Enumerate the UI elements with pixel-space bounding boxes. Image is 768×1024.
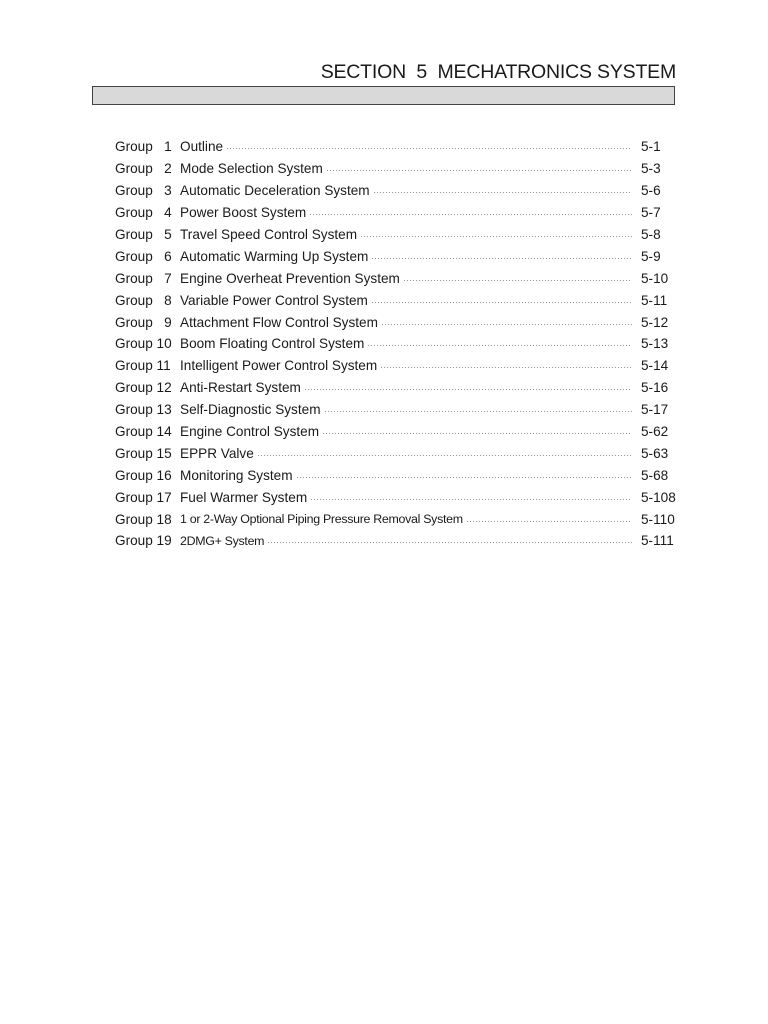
dot-leader [304, 389, 632, 390]
toc-entry[interactable] [115, 245, 677, 267]
page-number: 5-8 [641, 227, 661, 242]
entry-title: 1 or 2-Way Optional Piping Pressure Removal System [180, 512, 463, 527]
toc-entry[interactable] [115, 311, 677, 333]
page-number: 5-110 [641, 511, 675, 527]
page-number: 5-1 [641, 139, 661, 155]
toc-entry[interactable] [115, 180, 677, 202]
dot-leader [360, 236, 632, 237]
dot-leader [381, 324, 632, 325]
dot-leader [257, 455, 632, 456]
page-number: 5-13 [641, 336, 669, 352]
group-label: Group 4 [115, 205, 172, 221]
entry-title: Attachment Flow Control System [180, 314, 378, 330]
group-label: Group 14 [115, 424, 172, 440]
toc-entry[interactable] [115, 486, 677, 508]
toc-entry[interactable] [115, 202, 677, 224]
page-number: 5-14 [641, 358, 669, 374]
entry-title: Automatic Deceleration System [180, 183, 370, 199]
page-number: 5-9 [641, 248, 661, 264]
entry-title: EPPR Valve [180, 445, 254, 461]
toc-entry[interactable] [115, 421, 677, 443]
dot-leader [322, 433, 632, 434]
page-number: 5-6 [641, 183, 661, 199]
group-label: Group 11 [115, 358, 171, 374]
dot-leader [226, 148, 632, 149]
entry-title: Intelligent Power Control System [180, 358, 378, 374]
page-number: 5-11 [641, 292, 668, 308]
toc-entry[interactable] [115, 267, 677, 289]
toc-entry[interactable] [115, 158, 677, 180]
entry-title: Engine Overheat Prevention System [180, 270, 400, 286]
dot-leader [267, 542, 632, 543]
toc-entry[interactable] [115, 464, 677, 486]
dot-leader [371, 302, 632, 303]
page-number: 5-17 [641, 402, 669, 418]
page-number: 5-111 [641, 533, 674, 549]
entry-title: Monitoring System [180, 467, 293, 483]
page-number: 5-3 [641, 161, 661, 177]
group-label: Group 8 [115, 292, 172, 308]
group-label: Group 6 [115, 248, 172, 264]
toc-entry[interactable] [115, 136, 677, 158]
toc-entry[interactable] [115, 442, 677, 464]
entry-title: Variable Power Control System [180, 292, 368, 308]
entry-title: Mode Selection System [180, 161, 323, 177]
group-label: Group 12 [115, 380, 172, 396]
entry-title: Power Boost System [180, 205, 307, 221]
entry-title: Self-Diagnostic System [180, 402, 321, 418]
dot-leader [466, 521, 632, 522]
entry-title: Engine Control System [180, 424, 320, 440]
dot-leader [309, 214, 632, 215]
entry-title: Automatic Warming Up System [180, 248, 369, 264]
group-label: Group 13 [115, 402, 172, 418]
page-number: 5-63 [641, 445, 669, 461]
group-label: Group 5 [115, 227, 172, 242]
dot-leader [403, 280, 632, 281]
toc-entry[interactable] [115, 289, 677, 311]
dot-leader [296, 477, 632, 478]
group-label: Group 7 [115, 270, 172, 286]
group-label: Group 2 [115, 161, 172, 177]
group-label: Group 9 [115, 314, 172, 330]
entry-title: Outline [180, 139, 224, 155]
dot-leader [324, 411, 632, 412]
dot-leader [326, 170, 632, 171]
entry-title: Travel Speed Control System [180, 227, 358, 242]
group-label: Group 15 [115, 445, 172, 461]
page-number: 5-10 [641, 270, 669, 286]
group-label: Group 19 [115, 533, 172, 549]
dot-leader [373, 192, 632, 193]
entry-title: Fuel Warmer System [180, 489, 308, 505]
toc-entry[interactable] [115, 530, 677, 552]
entry-title: Anti-Restart System [180, 380, 301, 396]
toc-entry[interactable] [115, 377, 677, 399]
toc-entry[interactable] [115, 224, 677, 246]
group-label: Group 16 [115, 467, 172, 483]
group-label: Group 10 [115, 336, 172, 352]
title-bar [92, 86, 675, 105]
page-number: 5-12 [641, 314, 669, 330]
dot-leader [367, 345, 632, 346]
toc-entry[interactable] [115, 333, 677, 355]
toc-entry[interactable] [115, 355, 677, 377]
group-label: Group 17 [115, 489, 172, 505]
dot-leader [371, 258, 632, 259]
page-title: SECTION 5 MECHATRONICS SYSTEM [320, 61, 676, 83]
page-number: 5-16 [641, 380, 669, 396]
group-label: Group 18 [115, 511, 172, 527]
toc-entry[interactable] [115, 399, 677, 421]
dot-leader [380, 367, 632, 368]
dot-leader [310, 499, 632, 500]
toc-entry[interactable] [115, 508, 677, 530]
entry-title: Boom Floating Control System [180, 336, 365, 352]
page-number: 5-7 [641, 205, 661, 221]
page-number: 5-108 [641, 489, 676, 505]
entry-title: 2DMG+ System [180, 533, 265, 548]
group-label: Group 1 [115, 139, 172, 155]
group-label: Group 3 [115, 183, 172, 199]
page-number: 5-62 [641, 424, 669, 440]
page-number: 5-68 [641, 467, 669, 483]
table-of-contents [115, 136, 677, 552]
